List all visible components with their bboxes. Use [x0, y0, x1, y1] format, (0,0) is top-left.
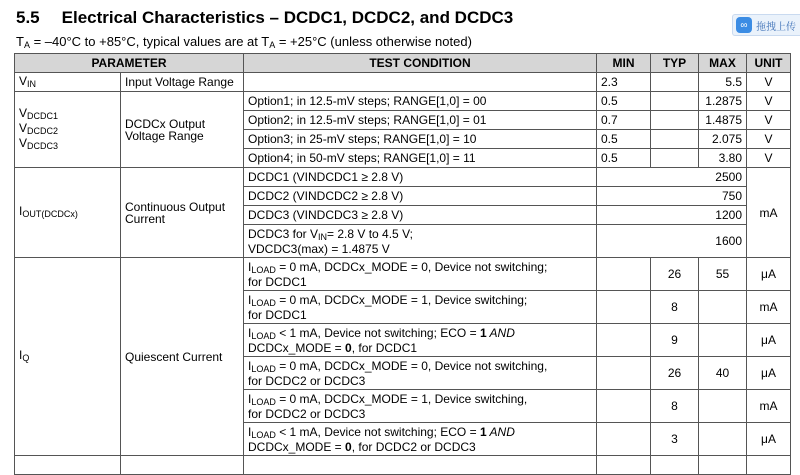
- vdcdc-cond: Option4; in 50-mV steps; RANGE[1,0] = 11: [244, 149, 597, 168]
- iout-cond: DCDC3 for $V_{IN}= 2.8$ V to 4.5 V; VDCDC3(max) = 1.4875 V: [244, 225, 597, 258]
- iq-max: [699, 423, 747, 456]
- vdcdc-max: 1.2875: [699, 92, 747, 111]
- col-test-condition: TEST CONDITION: [244, 54, 597, 73]
- drag-upload-button[interactable]: [732, 14, 800, 36]
- iq-unit: μA: [747, 423, 791, 456]
- vdcdc-max: 1.4875: [699, 111, 747, 130]
- section-number: 5.5: [16, 8, 40, 27]
- iq-unit: μA: [747, 324, 791, 357]
- vdcdc-cond: Option1; in 12.5-mV steps; RANGE[1,0] = 00: [244, 92, 597, 111]
- electrical-characteristics-table: [14, 53, 791, 475]
- vdcdc-typ: [651, 130, 699, 149]
- vin-min: 2.3: [597, 73, 651, 92]
- vdcdc-typ: [651, 111, 699, 130]
- iq-cond: $I_{LOAD} = 0$ mA, DCDCx_MODE = 0, Device not switching, for DCDC2 or DCDC3: [244, 357, 597, 390]
- vdcdc-max: 2.075: [699, 130, 747, 149]
- iq-cond: $I_{LOAD} = 0$ mA, DCDCx_MODE = 0, Device not switching; for DCDC1: [244, 258, 597, 291]
- vdcdc-unit: V: [747, 149, 791, 168]
- iout-cond: DCDC3 (VINDCDC3 ≥ 2.8 V): [244, 206, 597, 225]
- vin-name: Input Voltage Range: [121, 73, 244, 92]
- table-row: [15, 168, 791, 187]
- table-row: [15, 73, 791, 92]
- vdcdc-min: 0.5: [597, 92, 651, 111]
- iq-unit: mA: [747, 390, 791, 423]
- vdcdc-typ: [651, 92, 699, 111]
- vdcdc-cond: Option2; in 12.5-mV steps; RANGE[1,0] = 01: [244, 111, 597, 130]
- col-typ: TYP: [651, 54, 699, 73]
- vdcdc-unit: V: [747, 111, 791, 130]
- iq-unit: μA: [747, 258, 791, 291]
- iq-typ: 8: [651, 291, 699, 324]
- iq-max: [699, 324, 747, 357]
- table-header-row: [15, 54, 791, 73]
- drag-upload-label: 拖拽上传: [756, 21, 796, 33]
- vdcdc-cond: Option3; in 25-mV steps; RANGE[1,0] = 10: [244, 130, 597, 149]
- vin-typ: [651, 73, 699, 92]
- iq-unit: μA: [747, 357, 791, 390]
- vdcdc-name: DCDCx Output Voltage Range: [121, 92, 244, 168]
- table-row: [15, 92, 791, 111]
- iq-typ: 8: [651, 390, 699, 423]
- iq-max: 55: [699, 258, 747, 291]
- iq-cond: $I_{LOAD} = 0$ mA, DCDCx_MODE = 1, Device switching; for DCDC1: [244, 291, 597, 324]
- col-parameter: PARAMETER: [15, 54, 244, 73]
- vdcdc-symbol: $V_{DCDC1}$ $V_{DCDC2}$ $V_{DCDC3}$: [15, 92, 121, 168]
- cloud-logo-icon: ∞: [736, 17, 752, 33]
- iout-name: Continuous Output Current: [121, 168, 244, 258]
- col-unit: UNIT: [747, 54, 791, 73]
- vdcdc-max: 3.80: [699, 149, 747, 168]
- iout-max: 1600: [699, 225, 747, 258]
- iq-max: 40: [699, 357, 747, 390]
- vin-cond: [244, 73, 597, 92]
- iq-name: Quiescent Current: [121, 258, 244, 456]
- iq-typ: 26: [651, 357, 699, 390]
- vin-max: 5.5: [699, 73, 747, 92]
- iout-max: 750: [699, 187, 747, 206]
- table-row: [15, 258, 791, 291]
- iq-typ: 9: [651, 324, 699, 357]
- table-row-partial: [15, 456, 791, 475]
- iout-max: 1200: [699, 206, 747, 225]
- iq-cond: $I_{LOAD} < 1$ mA, Device not switching; ECO = 1 AND DCDCx_MODE = 0, for DCDC2 or DCDC3: [244, 423, 597, 456]
- col-min: MIN: [597, 54, 651, 73]
- iq-max: [699, 291, 747, 324]
- iq-cond: $I_{LOAD} = 0$ mA, DCDCx_MODE = 1, Device switching, for DCDC2 or DCDC3: [244, 390, 597, 423]
- iq-typ: 26: [651, 258, 699, 291]
- vdcdc-unit: V: [747, 130, 791, 149]
- col-max: MAX: [699, 54, 747, 73]
- vin-unit: V: [747, 73, 791, 92]
- section-title-text: Electrical Characteristics – DCDC1, DCDC2, and DCDC3: [61, 8, 514, 27]
- vdcdc-min: 0.7: [597, 111, 651, 130]
- vdcdc-typ: [651, 149, 699, 168]
- iq-cond: $I_{LOAD} < 1$ mA, Device not switching; ECO = 1 AND DCDCx_MODE = 0, for DCDC1: [244, 324, 597, 357]
- iq-symbol: $I_Q$: [15, 258, 121, 456]
- iout-symbol: $I_{OUT(DCDCx)}$: [15, 168, 121, 258]
- iout-cond: DCDC2 (VINDCDC2 ≥ 2.8 V): [244, 187, 597, 206]
- iq-max: [699, 390, 747, 423]
- conditions-note: $T_A = -40^\circ C$ to +85°C, typical values are at $T_A = +25^\circ C$ (unless otherwise noted): [16, 34, 472, 50]
- iq-unit: mA: [747, 291, 791, 324]
- section-title: [16, 8, 513, 28]
- vdcdc-unit: V: [747, 92, 791, 111]
- iout-max: 2500: [699, 168, 747, 187]
- vin-symbol: $V_{IN}$: [15, 73, 121, 92]
- vdcdc-min: 0.5: [597, 149, 651, 168]
- iq-typ: 3: [651, 423, 699, 456]
- iout-cond: DCDC1 (VINDCDC1 ≥ 2.8 V): [244, 168, 597, 187]
- iout-unit: mA: [747, 168, 791, 258]
- vdcdc-min: 0.5: [597, 130, 651, 149]
